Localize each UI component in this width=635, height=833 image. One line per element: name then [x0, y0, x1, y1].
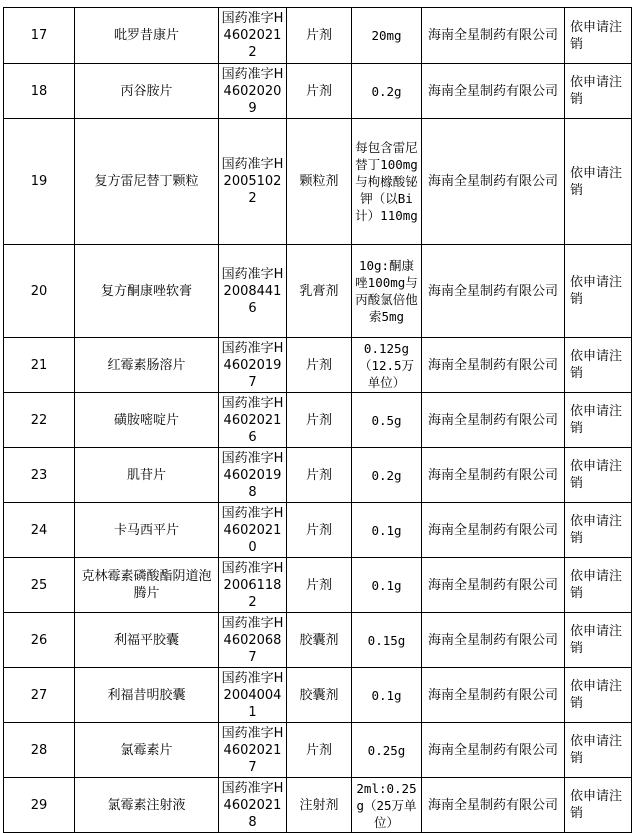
manufacturer: 海南全星制药有限公司 [422, 723, 565, 778]
table-row [4, 558, 632, 613]
row-number: 18 [4, 64, 75, 119]
table-row [4, 119, 632, 245]
drug-name: 吡罗昔康片 [75, 8, 219, 64]
specification: 0.1g [352, 668, 422, 723]
dosage-form: 片剂 [287, 64, 352, 119]
table-row [4, 778, 632, 833]
remark: 依申请注销 [565, 448, 632, 503]
table-row [4, 245, 632, 338]
manufacturer: 海南全星制药有限公司 [422, 613, 565, 668]
specification: 0.25g [352, 723, 422, 778]
dosage-form: 胶囊剂 [287, 613, 352, 668]
manufacturer: 海南全星制药有限公司 [422, 245, 565, 338]
approval-number: 国药准字H20051022 [219, 119, 287, 245]
specification: 10g:酮康唑100mg与丙酸氯倍他索5mg [352, 245, 422, 338]
manufacturer: 海南全星制药有限公司 [422, 338, 565, 393]
dosage-form: 注射剂 [287, 778, 352, 833]
manufacturer: 海南全星制药有限公司 [422, 668, 565, 723]
row-number: 28 [4, 723, 75, 778]
row-number: 19 [4, 119, 75, 245]
specification: 0.1g [352, 558, 422, 613]
dosage-form: 片剂 [287, 558, 352, 613]
table-row [4, 393, 632, 448]
manufacturer: 海南全星制药有限公司 [422, 393, 565, 448]
manufacturer: 海南全星制药有限公司 [422, 64, 565, 119]
remark: 依申请注销 [565, 8, 632, 64]
drug-name: 氯霉素片 [75, 723, 219, 778]
row-number: 20 [4, 245, 75, 338]
dosage-form: 片剂 [287, 448, 352, 503]
remark: 依申请注销 [565, 64, 632, 119]
remark: 依申请注销 [565, 393, 632, 448]
approval-number: 国药准字H46020217 [219, 723, 287, 778]
manufacturer: 海南全星制药有限公司 [422, 8, 565, 64]
drug-name: 丙谷胺片 [75, 64, 219, 119]
specification: 20mg [352, 8, 422, 64]
dosage-form: 片剂 [287, 723, 352, 778]
remark: 依申请注销 [565, 338, 632, 393]
approval-number: 国药准字H46020209 [219, 64, 287, 119]
remark: 依申请注销 [565, 558, 632, 613]
remark: 依申请注销 [565, 723, 632, 778]
approval-number: 国药准字H20061182 [219, 558, 287, 613]
row-number: 17 [4, 8, 75, 64]
table-row [4, 613, 632, 668]
table-row [4, 338, 632, 393]
drug-name: 卡马西平片 [75, 503, 219, 558]
remark: 依申请注销 [565, 668, 632, 723]
drug-name: 肌苷片 [75, 448, 219, 503]
drug-name: 利福昔明胶囊 [75, 668, 219, 723]
table-row [4, 668, 632, 723]
remark: 依申请注销 [565, 245, 632, 338]
drug-cancellation-table [3, 7, 632, 833]
dosage-form: 片剂 [287, 503, 352, 558]
approval-number: 国药准字H46020210 [219, 503, 287, 558]
specification: 2ml:0.25g（25万单位） [352, 778, 422, 833]
specification: 0.125g（12.5万单位） [352, 338, 422, 393]
dosage-form: 胶囊剂 [287, 668, 352, 723]
specification: 0.1g [352, 503, 422, 558]
remark: 依申请注销 [565, 503, 632, 558]
approval-number: 国药准字H46020198 [219, 448, 287, 503]
table-row [4, 723, 632, 778]
specification: 每包含雷尼替丁100mg与枸橼酸铋钾（以Bi计）110mg [352, 119, 422, 245]
dosage-form: 片剂 [287, 8, 352, 64]
row-number: 29 [4, 778, 75, 833]
approval-number: 国药准字H46020216 [219, 393, 287, 448]
specification: 0.5g [352, 393, 422, 448]
dosage-form: 颗粒剂 [287, 119, 352, 245]
approval-number: 国药准字H46020197 [219, 338, 287, 393]
drug-name: 磺胺嘧啶片 [75, 393, 219, 448]
approval-number: 国药准字H46020212 [219, 8, 287, 64]
table-body [4, 8, 632, 833]
drug-name: 红霉素肠溶片 [75, 338, 219, 393]
specification: 0.15g [352, 613, 422, 668]
approval-number: 国药准字H20040041 [219, 668, 287, 723]
table-row [4, 503, 632, 558]
remark: 依申请注销 [565, 778, 632, 833]
manufacturer: 海南全星制药有限公司 [422, 778, 565, 833]
drug-name: 利福平胶囊 [75, 613, 219, 668]
remark: 依申请注销 [565, 119, 632, 245]
drug-name: 复方酮康唑软膏 [75, 245, 219, 338]
table-row [4, 8, 632, 64]
row-number: 27 [4, 668, 75, 723]
specification: 0.2g [352, 64, 422, 119]
drug-name: 克林霉素磷酸酯阴道泡腾片 [75, 558, 219, 613]
manufacturer: 海南全星制药有限公司 [422, 503, 565, 558]
table-row [4, 448, 632, 503]
drug-name: 复方雷尼替丁颗粒 [75, 119, 219, 245]
approval-number: 国药准字H46020687 [219, 613, 287, 668]
row-number: 26 [4, 613, 75, 668]
specification: 0.2g [352, 448, 422, 503]
row-number: 22 [4, 393, 75, 448]
table-row [4, 64, 632, 119]
row-number: 25 [4, 558, 75, 613]
row-number: 21 [4, 338, 75, 393]
manufacturer: 海南全星制药有限公司 [422, 558, 565, 613]
dosage-form: 片剂 [287, 338, 352, 393]
manufacturer: 海南全星制药有限公司 [422, 448, 565, 503]
remark: 依申请注销 [565, 613, 632, 668]
row-number: 23 [4, 448, 75, 503]
dosage-form: 乳膏剂 [287, 245, 352, 338]
drug-name: 氯霉素注射液 [75, 778, 219, 833]
row-number: 24 [4, 503, 75, 558]
manufacturer: 海南全星制药有限公司 [422, 119, 565, 245]
approval-number: 国药准字H20084416 [219, 245, 287, 338]
approval-number: 国药准字H46020218 [219, 778, 287, 833]
dosage-form: 片剂 [287, 393, 352, 448]
